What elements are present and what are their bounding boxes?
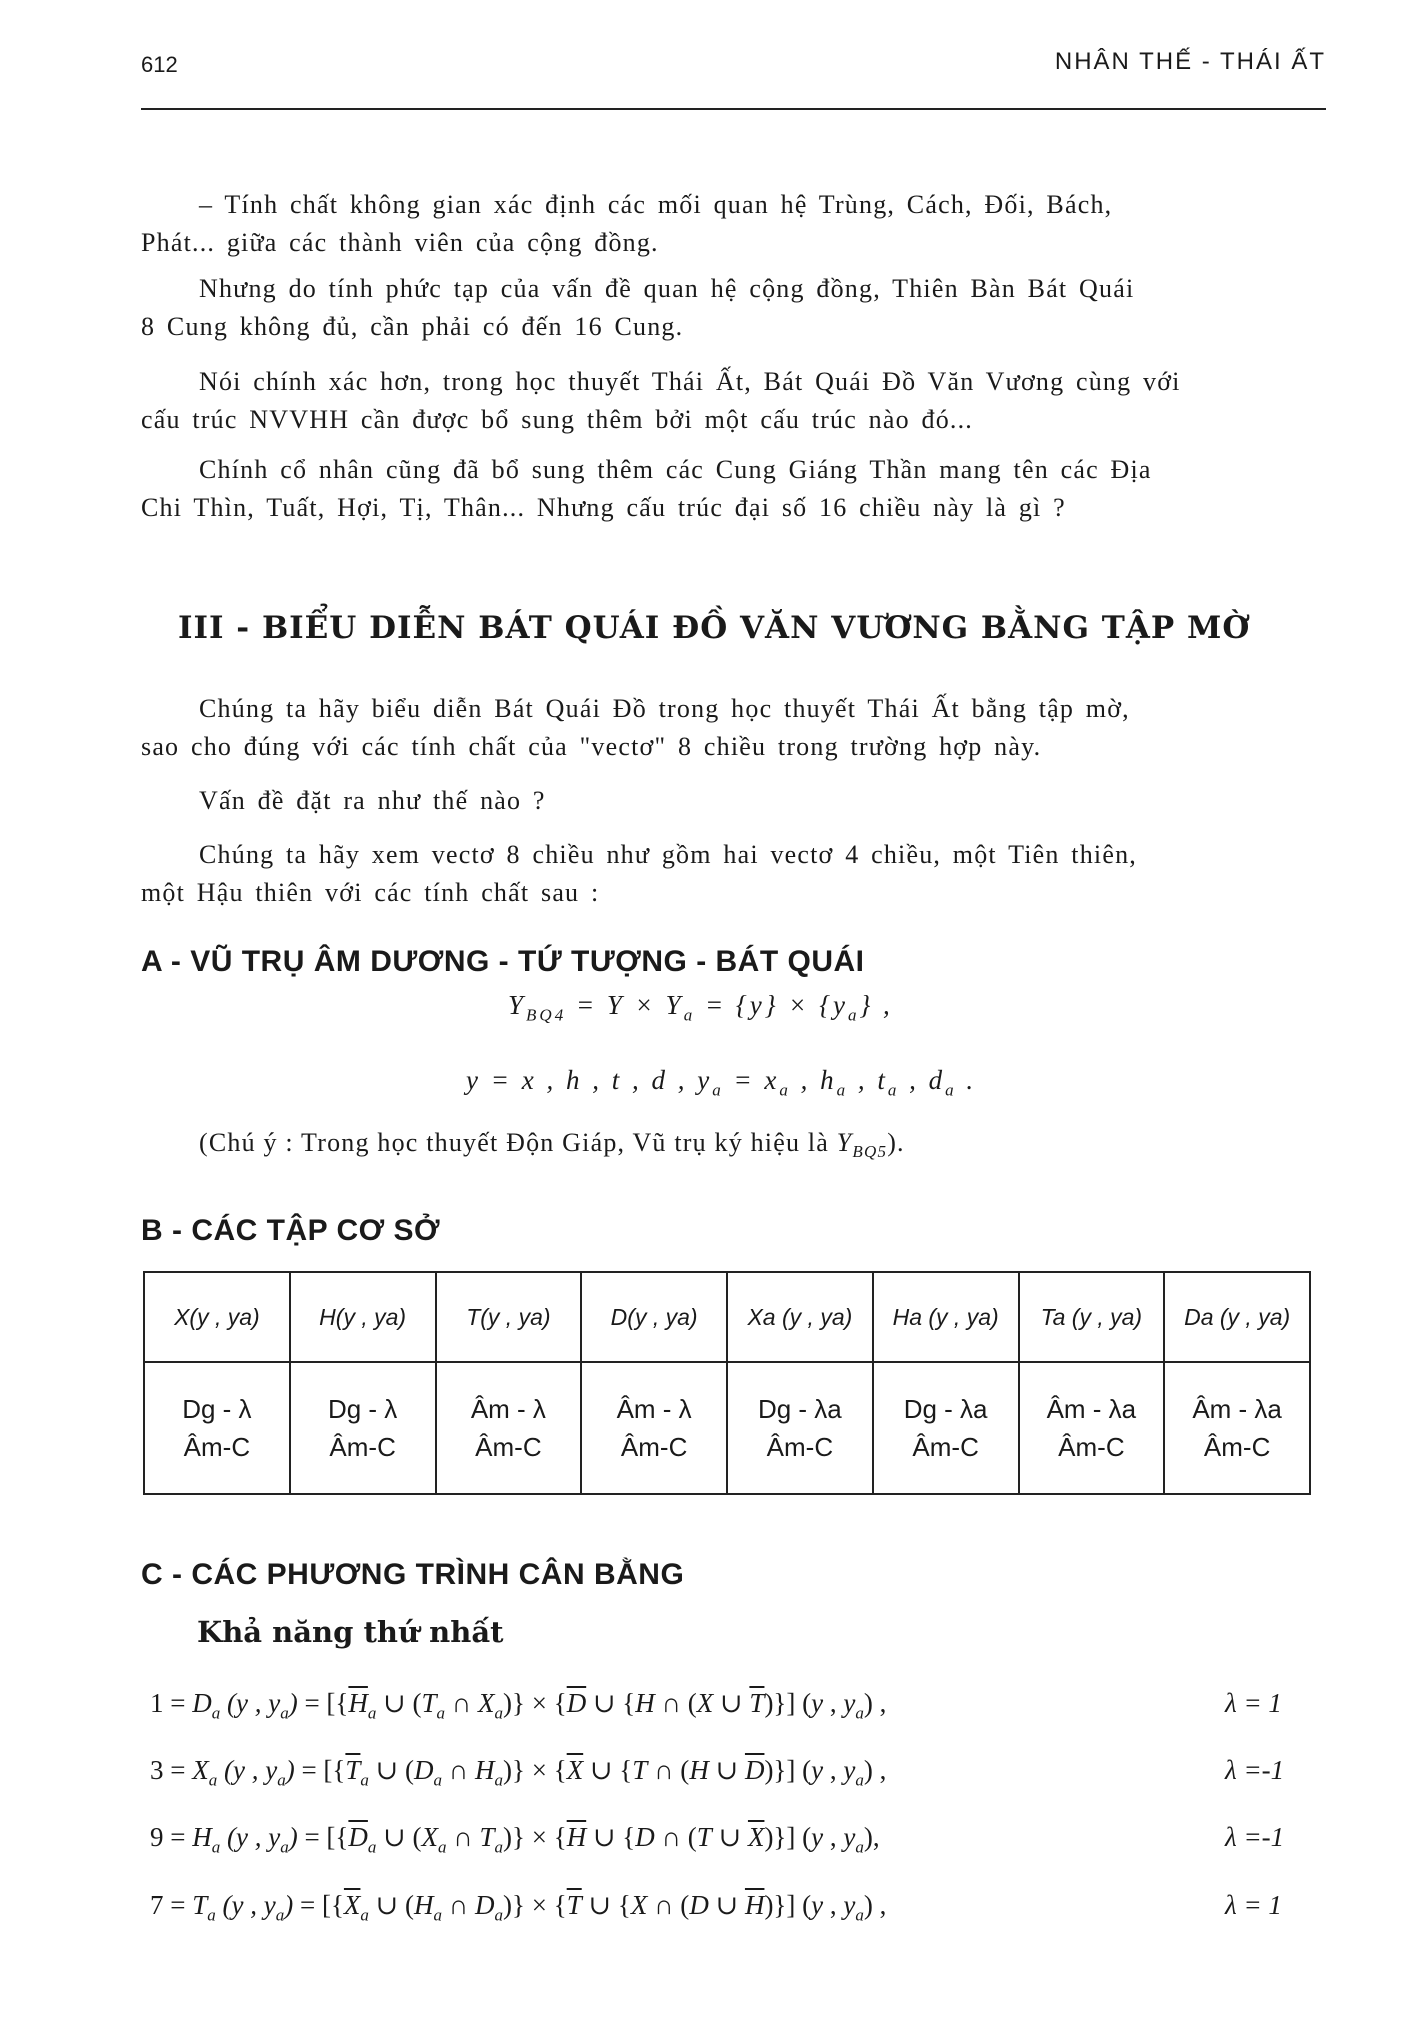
equation-1: $1 = D_a$ (y , $y_a) = [\{\overline{H}_a$ ∪ ($T_a$ ∩ $X_a)\} \times \{\overline{D}$ ∪ {H ∩ (X ∪ $\overline{T}$)}] (y , $y_a$) , λ = 1 [150,1688,1282,1723]
section-paragraph-3 [141,836,1321,912]
table-row [144,1362,1310,1494]
header-rule [141,108,1326,110]
table-header-cell: D(y , ya) [581,1272,727,1362]
equation-lambda: λ =-1 [1225,1822,1285,1852]
equation-3: $3 = X_a$ (y , $y_a) = [\{\overline{T}_a$ ∪ ($D_a$ ∩ $H_a)\} \times \{\overline{X}$ ∪ {T ∩ (H ∪ $\overline{D}$)}] (y , $y_a$) , λ =-1 [150,1755,1285,1790]
paragraph-2 [141,270,1321,346]
text-line: 8 Cung không đủ, cần phải có đến 16 Cung. [141,312,684,341]
table-header-cell: X(y , ya) [144,1272,290,1362]
section-paragraph-1 [141,690,1321,766]
equation-lambda: λ = 1 [1225,1688,1282,1718]
table-cell [581,1362,727,1494]
text-line: Vấn đề đặt ra như thế nào ? [199,786,546,815]
section-title: III - BIỂU DIỄN BÁT QUÁI ĐỒ VĂN VƯƠNG BẰNG TẬP MỜ [178,610,1251,646]
text-line: Chính cổ nhân cũng đã bổ sung thêm các Cung Giáng Thần mang tên các Địa [199,455,1152,484]
equation-7: $7 = T_a$ (y , $y_a) = [\{\overline{X}_a$ ∪ ($H_a$ ∩ $D_a)\} \times \{\overline{T}$ ∪ {X ∩ (D ∪ $\overline{H}$)}] (y , $y_a$) , λ = 1 [150,1890,1282,1925]
page-number: 612 [141,52,178,77]
cell-line: Âm-C [620,1432,688,1462]
possibility-heading: Khả năng thứ nhất [197,1615,504,1649]
subsection-a-title: A - VŨ TRỤ ÂM DƯƠNG - TỨ TƯỢNG - BÁT QUÁI [141,945,865,978]
text-line: một Hậu thiên với các tính chất sau : [141,878,600,907]
cell-line: Âm - λ [616,1394,692,1424]
cell-line: Dg - λa [903,1394,988,1424]
text-line: Chúng ta hãy xem vectơ 8 chiều như gồm hai vectơ 4 chiều, một Tiên thiên, [199,840,1137,869]
section-paragraph-2 [141,782,1321,820]
note: (Chú ý : Trong học thuyết Độn Giáp, Vũ trụ ký hiệu là $Y_{BQ5}$). [199,1128,905,1162]
formula-universe: $Y_{BQ4} = Y \times Y_a = \{y\} \times \{y_a\}$ , [508,990,893,1025]
table-header-cell: Ta (y , ya) [1019,1272,1165,1362]
cell-line: Âm-C [1058,1432,1125,1462]
text-line: Phát... giữa các thành viên của cộng đồng. [141,228,659,257]
paragraph-4 [141,451,1321,527]
equation-number: 7 [150,1890,164,1920]
paragraph-1 [141,186,1321,262]
subsection-c-title: C - CÁC PHƯƠNG TRÌNH CÂN BẰNG [141,1558,685,1591]
cell-line: Âm-C [475,1432,542,1462]
equation-lambda: λ = 1 [1225,1890,1282,1920]
cell-line: Âm - λa [1046,1394,1137,1424]
cell-line: Âm-C [183,1432,251,1462]
equation-lambda: λ =-1 [1225,1755,1285,1785]
equation-number: 9 [150,1822,164,1852]
paragraph-3 [141,363,1321,439]
running-head: NHÂN THẾ - THÁI ẤT [1054,48,1326,75]
table-cell [1019,1362,1165,1494]
text-line: Nhưng do tính phức tạp của vấn đề quan hệ cộng đồng, Thiên Bàn Bát Quái [199,274,1135,303]
table-header-cell: T(y , ya) [436,1272,582,1362]
formula-elements: y = x , h , t , d , $y_a = x_a$ , $h_a$ , $t_a$ , $d_a$ . [466,1065,977,1100]
table-cell [1164,1362,1310,1494]
table-cell [873,1362,1019,1494]
table-header-cell: Xa (y , ya) [727,1272,873,1362]
table-header-cell: Ha (y , ya) [873,1272,1019,1362]
basis-sets-table [143,1271,1311,1495]
cell-line: Dg - λ [182,1394,252,1424]
table-header-row [144,1272,1310,1362]
note-text: (Chú ý : Trong học thuyết Độn Giáp, Vũ trụ ký hiệu là [199,1128,837,1157]
cell-line: Âm-C [766,1432,834,1462]
text-line: sao cho đúng với các tính chất của "vectơ" 8 chiều trong trường hợp này. [141,732,1042,761]
cell-line: Dg - λa [757,1394,842,1424]
cell-line: Dg - λ [327,1394,398,1424]
text-line: cấu trúc NVVHH cần được bổ sung thêm bởi một cấu trúc nào đó... [141,405,974,434]
text-line: Chi Thìn, Tuất, Hợi, Tị, Thân... Nhưng cấu trúc đại số 16 chiều này là gì ? [141,493,1066,522]
table-header-cell: H(y , ya) [290,1272,436,1362]
equation-number: 3 [150,1755,164,1785]
table-cell [436,1362,582,1494]
subsection-b-title: B - CÁC TẬP CƠ SỞ [141,1214,441,1247]
cell-line: Âm - λa [1192,1394,1282,1424]
text-line: – Tính chất không gian xác định các mối quan hệ Trùng, Cách, Đối, Bách, [199,190,1113,219]
equation-number: 1 [150,1688,164,1718]
table-cell [727,1362,873,1494]
cell-line: Âm - λ [470,1394,546,1424]
table-cell [290,1362,436,1494]
table-header-cell: Da (y , ya) [1164,1272,1310,1362]
cell-line: Âm-C [329,1432,396,1462]
cell-line: Âm-C [1203,1432,1271,1462]
cell-line: Âm-C [912,1432,979,1462]
equation-9: $9 = H_a$ (y , $y_a) = [\{\overline{D}_a$ ∪ ($X_a$ ∩ $T_a)\} \times \{\overline{H}$ ∪ {D ∩ (T ∪ $\overline{X}$)}] (y , $y_a$), λ =-1 [150,1822,1285,1857]
text-line: Nói chính xác hơn, trong học thuyết Thái Ất, Bát Quái Đồ Văn Vương cùng với [199,367,1181,396]
text-line: Chúng ta hãy biểu diễn Bát Quái Đồ trong học thuyết Thái Ất bằng tập mờ, [199,694,1130,723]
table-cell [144,1362,290,1494]
